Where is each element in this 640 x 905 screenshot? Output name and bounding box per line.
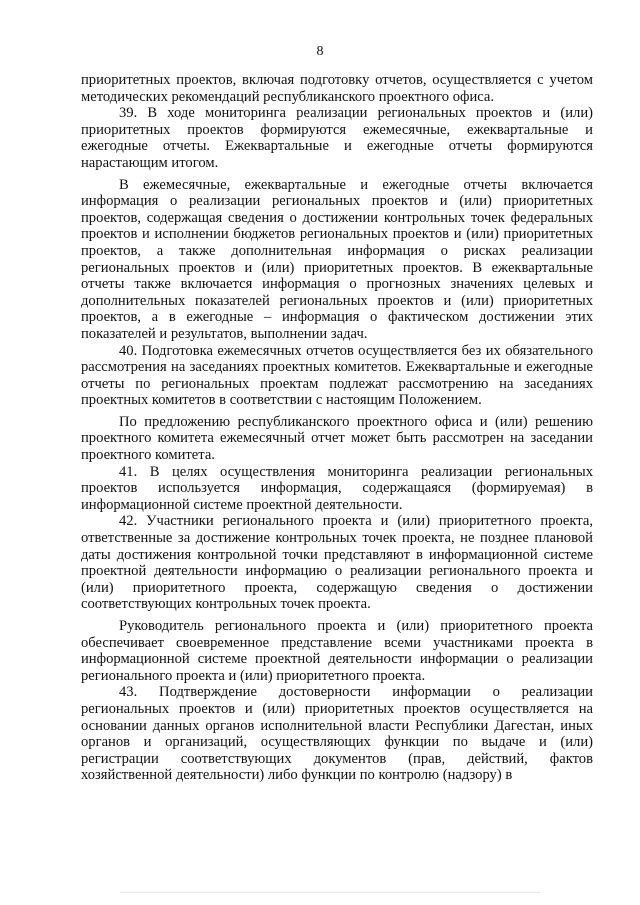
paragraph-continuation: приоритетных проектов, включая подготовку отчетов, осуществляется с учетом методических рекомендаций республиканского проектного офиса. — [81, 72, 593, 105]
paragraph-reports-content: В ежемесячные, ежеквартальные и ежегодные отчеты включается информация о реализации региональных проектов и (или) приоритетных проектов, содержащая сведения о достижении контрольных точек федеральных проектов и исполнении бюджетов региональных проектов и (или) приоритетных проектов, а также дополнительная информация о рисках реализации региональных проектов и (или) приоритетных проектов. В ежеквартальные отчеты также включается информация о прогнозных значениях целевых и дополнительных показателей региональных проектов и (или) приоритетных проектов, а в ежегодные – информация о фактическом достижении этих показателей и результатов, выполнении задач. — [81, 176, 593, 342]
scan-edge-line — [120, 892, 540, 893]
paragraph-project-manager: Руководитель регионального проекта и (или) приоритетного проекта обеспечивает своевременное представление всеми участниками проекта в информационной системе проектной деятельности информации о реализации регионального проекта и (или) приоритетного проекта. — [81, 618, 593, 684]
document-body — [81, 72, 593, 784]
paragraph-39: 39. В ходе мониторинга реализации региональных проектов и (или) приоритетных проектов формируются ежемесячные, ежеквартальные и ежегодные отчеты. Ежеквартальные и ежегодные отчеты формируются нарастающим итогом. — [81, 105, 593, 171]
paragraph-43: 43. Подтверждение достоверности информации о реализации региональных проектов и (или) приоритетных проектов осуществляется на основании данных органов исполнительной власти Республики Дагестан, иных органов и организаций, осуществляющих функции по выдаче и (или) регистрации соответствующих документов (прав, действий, фактов хозяйственной деятельности) либо функции по контролю (надзору) в — [81, 684, 593, 784]
paragraph-41: 41. В целях осуществления мониторинга реализации региональных проектов используется информация, содержащаяся (формируемая) в информационной системе проектной деятельности. — [81, 463, 593, 513]
paragraph-42: 42. Участники регионального проекта и (или) приоритетного проекта, ответственные за достижение контрольных точек проекта, не позднее плановой даты достижения контрольной точки представляют в информационной системе проектной деятельности информацию о реализации регионального проекта и (или) приоритетного проекта, содержащую сведения о достижении соответствующих контрольных точек проекта. — [81, 513, 593, 613]
paragraph-40: 40. Подготовка ежемесячных отчетов осуществляется без их обязательного рассмотрения на заседаниях проектных комитетов. Ежеквартальные и ежегодные отчеты по региональных проектам подлежат рассмотрению на заседаниях проектных комитетов в соответствии с настоящим Положением. — [81, 342, 593, 409]
page-number: 8 — [316, 44, 324, 59]
paragraph-monthly-report-review: По предложению республиканского проектного офиса и (или) решению проектного комитета ежемесячный отчет может быть рассмотрен на заседании проектного комитета. — [81, 413, 593, 464]
